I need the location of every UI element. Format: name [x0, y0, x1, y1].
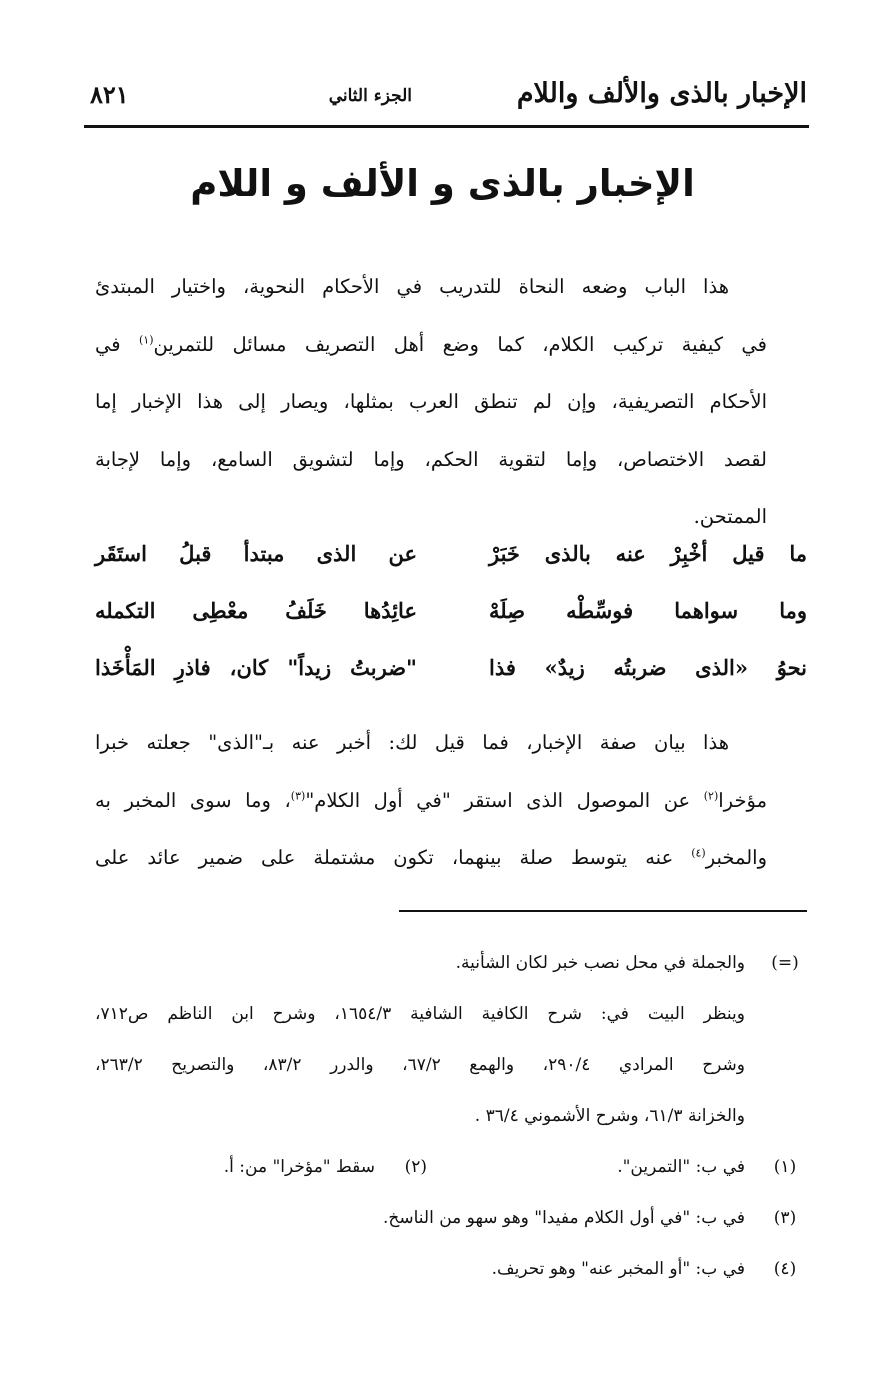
poetry-verses: [95, 541, 807, 712]
text-fragment: والمخبر: [705, 846, 767, 869]
verse: [95, 655, 807, 712]
text-line: لقصد الاختصاص، وإما لتقوية الحكم، وإما لتشويق السامع، وإما لإجابة: [95, 447, 767, 471]
verse: [95, 541, 807, 598]
footnote-separator: [399, 910, 807, 912]
footnote-ref: (١): [138, 333, 154, 346]
text-fragment: مؤخرا: [718, 788, 768, 812]
footnote-continued-line: [95, 1091, 805, 1142]
footnote-ref: (٢): [703, 789, 719, 802]
footnote-text: والجملة في محل نصب خبر لكان الشأنية.: [455, 953, 745, 973]
text-fragment: عنه يتوسط صلة بينهما، تكون مشتملة على ضمير عائد على: [95, 846, 674, 869]
text-line: هذا الباب وضعه النحاة للتدريب في الأحكام النحوية، واختيار المبتدئ: [95, 275, 729, 298]
footnote-continued-line: [95, 1040, 805, 1091]
text-line: [95, 316, 805, 374]
verse-first-hemistich: ما قيل أخْبِرْ عنه بالذى خَبَرْ: [489, 541, 807, 566]
footnote-mark: (=): [771, 953, 799, 973]
running-header: [90, 78, 807, 124]
paragraph-intro: [95, 258, 805, 546]
footnote-continued: [95, 938, 805, 989]
text-line: [95, 772, 805, 830]
text-line: [95, 829, 805, 887]
footnotes: [95, 938, 805, 1295]
text-fragment: في كيفية تركيب الكلام، كما وضع أهل التصريف مسائل للتمرين: [153, 332, 768, 356]
footnote-text: في ب: "التمرين".: [617, 1157, 745, 1177]
footnote-text: في ب: "أو المخبر عنه" وهو تحريف.: [491, 1259, 745, 1279]
footnote-row: [95, 1244, 805, 1295]
footnote-row: [95, 1193, 805, 1244]
paragraph-explanation: [95, 714, 805, 887]
verse-second-hemistich: عن الذى مبتدأ قبلُ استَقَر: [95, 541, 417, 566]
footnote-mark: (٤): [773, 1259, 797, 1279]
footnote-text: سقط "مؤخرا" من: أ.: [223, 1157, 375, 1177]
verse-second-hemistich: "ضربتُ زيداً" كان، فاذرِ المَأْخَذا: [95, 655, 417, 680]
verse-second-hemistich: عائِدُها خَلَفُ معْطِى التكمله: [95, 598, 417, 623]
footnote-continued-line: [95, 989, 805, 1040]
footnote-text: في ب: "في أول الكلام مفيدا" وهو سهو من الناسخ.: [382, 1208, 745, 1228]
page-number: ٨٢١: [90, 80, 129, 109]
footnote-mark: (١): [773, 1157, 797, 1177]
header-rule: [84, 125, 809, 128]
running-header-title: الإخبار بالذى والألف واللام: [516, 78, 807, 109]
running-header-part: الجزء الثاني: [328, 86, 412, 106]
footnote-text: وينظر البيت في: شرح الكافية الشافية ١٦٥٤/٣، وشرح ابن الناظم ص٧١٢،: [95, 1004, 745, 1024]
text-line: الأحكام التصريفية، وإن لم تنطق العرب بمثلها، ويصار إلى هذا الإخبار إما: [95, 390, 767, 413]
chapter-title: الإخبار بالذى و الألف و اللام: [190, 162, 695, 205]
footnote-ref: (٣): [290, 789, 306, 802]
footnote-mark: (٢): [404, 1157, 427, 1177]
verse-first-hemistich: وما سواهما فوسِّطْه صِلَهْ: [489, 598, 807, 623]
text-line: الممتحن.: [693, 505, 767, 528]
text-fragment: ، وما سوى المخبر به: [95, 788, 291, 812]
footnote-mark: (٣): [773, 1208, 797, 1228]
footnote-ref: (٤): [691, 846, 706, 860]
footnote-text: والخزانة ٦١/٣، وشرح الأشموني ٣٦/٤ .: [474, 1106, 745, 1126]
text-fragment: في: [95, 332, 121, 356]
text-fragment: عن الموصول الذى استقر "في أول الكلام": [305, 788, 691, 812]
verse: [95, 598, 807, 655]
footnote-text: وشرح المرادي ٢٩٠/٤، والهمع ٦٧/٢، والدرر ٨٣/٢، والتصريح ٢٦٣/٢،: [95, 1055, 746, 1075]
text-line: هذا بيان صفة الإخبار، فما قيل لك: أخبر عنه بـ"الذى" جعلته خبرا: [95, 731, 729, 754]
footnote-row: [95, 1142, 805, 1193]
verse-first-hemistich: نحوُ «الذى ضربتُه زيدٌ» فذا: [489, 655, 807, 680]
